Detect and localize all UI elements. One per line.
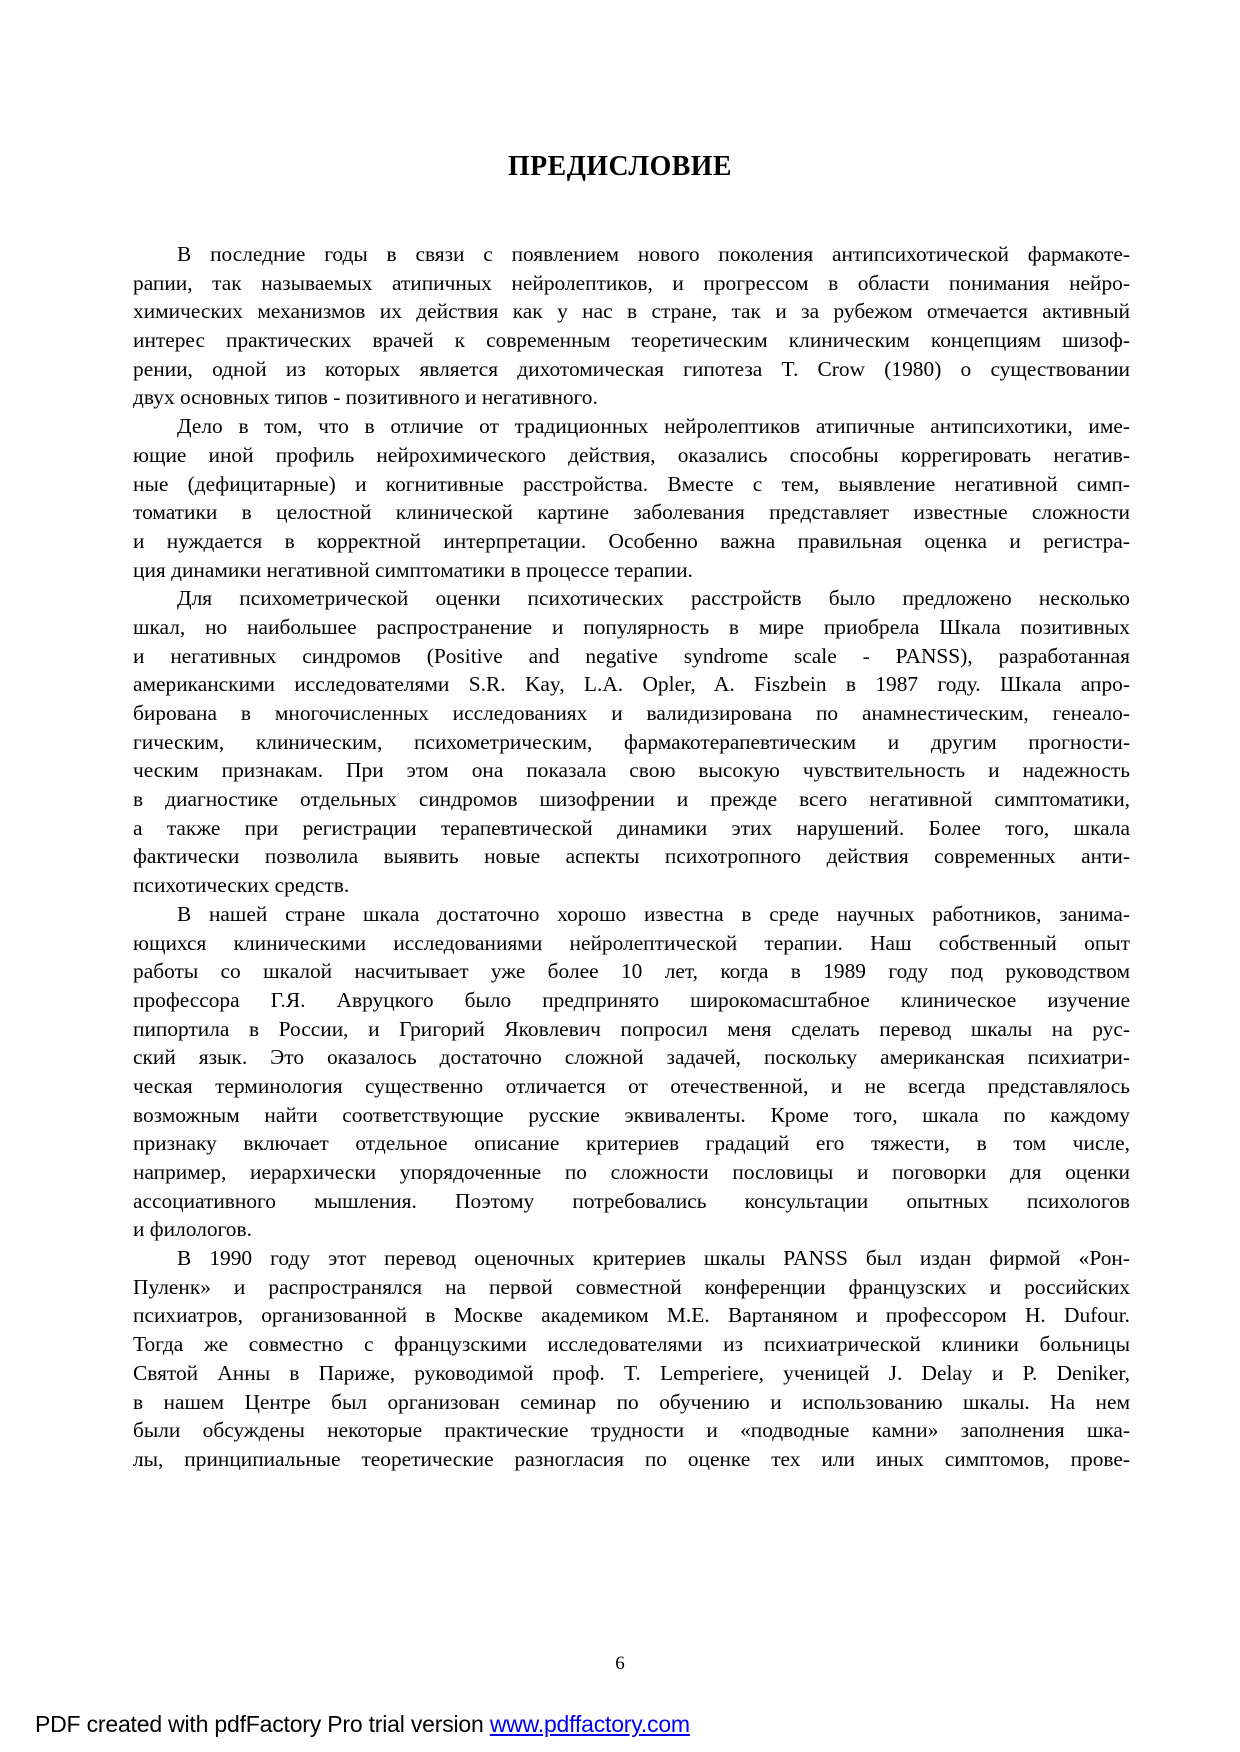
text-line: фактически позволила выявить новые аспекты психотропного действия современных анти-	[133, 844, 1130, 869]
paragraph	[133, 1244, 1130, 1474]
text-line: Тогда же совместно с французскими исследователями из психиатрической клиники больницы	[133, 1332, 1130, 1357]
text-line: томатики в целостной клинической картине заболевания представляет известные сложности	[133, 500, 1130, 525]
text-line: рапии, так называемых атипичных нейролептиков, и прогрессом в области понимания нейро-	[133, 270, 1130, 295]
page-title: ПРЕДИСЛОВИЕ	[508, 150, 732, 182]
body-text	[133, 240, 1130, 1474]
text-line: работы со шкалой насчитывает уже более 10 лет, когда в 1989 году под руководством	[133, 959, 1130, 984]
text-line: были обсуждены некоторые практические трудности и «подводные камни» заполнения шка-	[133, 1418, 1130, 1443]
text-line: в диагностике отдельных синдромов шизофрении и прежде всего негативной симптоматики,	[133, 787, 1130, 812]
text-line: ющие иной профиль нейрохимического действия, оказались способны коррегировать негатив-	[133, 442, 1130, 467]
watermark-text: PDF created with pdfFactory Pro trial version	[35, 1711, 490, 1737]
text-line: ческая терминология существенно отличается от отечественной, и не всегда представлялось	[133, 1073, 1130, 1098]
paragraph	[133, 584, 1130, 900]
text-line: и негативных синдромов (Positive and negative syndrome scale - PANSS), разработанная	[133, 643, 1130, 668]
text-line: В последние годы в связи с появлением нового поколения антипсихотической фармакоте-	[177, 242, 1130, 266]
text-line: возможным найти соответствующие русские эквиваленты. Кроме того, шкала по каждому	[133, 1102, 1130, 1127]
paragraph	[133, 900, 1130, 1244]
text-line: В 1990 году этот перевод оценочных критериев шкалы PANSS был издан фирмой «Рон-	[177, 1246, 1130, 1271]
page-number: 6	[615, 1653, 625, 1674]
text-line: и филологов.	[133, 1217, 252, 1242]
text-line: гическим, клиническим, психометрическим, фармакотерапевтическим и другим прогности-	[133, 729, 1130, 754]
text-line: рении, одной из которых является дихотомическая гипотеза T. Crow (1980) о существовании	[133, 356, 1130, 381]
text-line: в нашем Центре был организован семинар по обучению и использованию шкалы. На нем	[133, 1389, 1130, 1414]
text-line: американскими исследователями S.R. Kay, L.A. Opler, A. Fiszbein в 1987 году. Шкала апро-	[133, 672, 1130, 697]
text-line: Для психометрической оценки психотических расстройств было предложено несколько	[177, 586, 1130, 611]
text-line: ция динамики негативной симптоматики в процессе терапии.	[133, 557, 693, 582]
text-line: психиатров, организованной в Москве академиком М.Е. Вартаняном и профессором H. Dufour.	[133, 1303, 1130, 1328]
text-line: например, иерархически упорядоченные по сложности пословицы и поговорки для оценки	[133, 1160, 1130, 1184]
text-line: ассоциативного мышления. Поэтому потребовались консультации опытных психологов	[133, 1188, 1130, 1213]
paragraph	[133, 240, 1130, 412]
text-line: признаку включает отдельное описание критериев градаций его тяжести, в том числе,	[133, 1131, 1130, 1156]
text-line: а также при регистрации терапевтической динамики этих нарушений. Более того, шкала	[133, 815, 1130, 840]
text-line: психотических средств.	[133, 873, 350, 898]
pdf-watermark-footer	[35, 1711, 690, 1738]
text-line: и нуждается в корректной интерпретации. Особенно важна правильная оценка и регистра-	[133, 528, 1130, 553]
text-line: интерес практических врачей к современным теоретическим клиническим концепциям шизоф-	[133, 328, 1130, 353]
text-line: профессора Г.Я. Авруцкого было предпринято широкомасштабное клиническое изучение	[133, 987, 1130, 1012]
text-line: В нашей стране шкала достаточно хорошо известна в среде научных работников, занима-	[177, 901, 1130, 926]
text-line: шкал, но наибольшее распространение и популярность в мире приобрела Шкала позитивных	[133, 614, 1130, 639]
text-line: лы, принципиальные теоретические разногласия по оценке тех или иных симптомов, прове-	[133, 1446, 1130, 1471]
text-line: ные (дефицитарные) и когнитивные расстройства. Вместе с тем, выявление негативной симп-	[133, 471, 1130, 496]
text-line: Святой Анны в Париже, руководимой проф. T. Lemperiere, ученицей J. Delay и P. Deniker,	[133, 1360, 1130, 1385]
text-line: бирована в многочисленных исследованиях и валидизирована по анамнестическим, генеало-	[133, 701, 1130, 725]
text-line: пипортила в России, и Григорий Яковлевич попросил меня сделать перевод шкалы на рус-	[133, 1016, 1130, 1041]
text-line: двух основных типов - позитивного и негативного.	[133, 385, 598, 410]
text-line: Пуленк» и распространялся на первой совместной конференции французских и российских	[133, 1274, 1130, 1299]
text-line: химических механизмов их действия как у нас в стране, так и за рубежом отмечается активный	[133, 299, 1130, 324]
text-line: ский язык. Это оказалось достаточно сложной задачей, поскольку американская психиатри-	[133, 1045, 1130, 1070]
text-line: ющихся клиническими исследованиями нейролептической терапии. Наш собственный опыт	[133, 930, 1130, 955]
text-line: Дело в том, что в отличие от традиционных нейролептиков атипичные антипсихотики, име-	[177, 414, 1130, 439]
paragraph	[133, 412, 1130, 584]
text-line: ческим признакам. При этом она показала свою высокую чувствительность и надежность	[133, 758, 1130, 783]
pdffactory-link[interactable]: www.pdffactory.com	[489, 1711, 690, 1737]
